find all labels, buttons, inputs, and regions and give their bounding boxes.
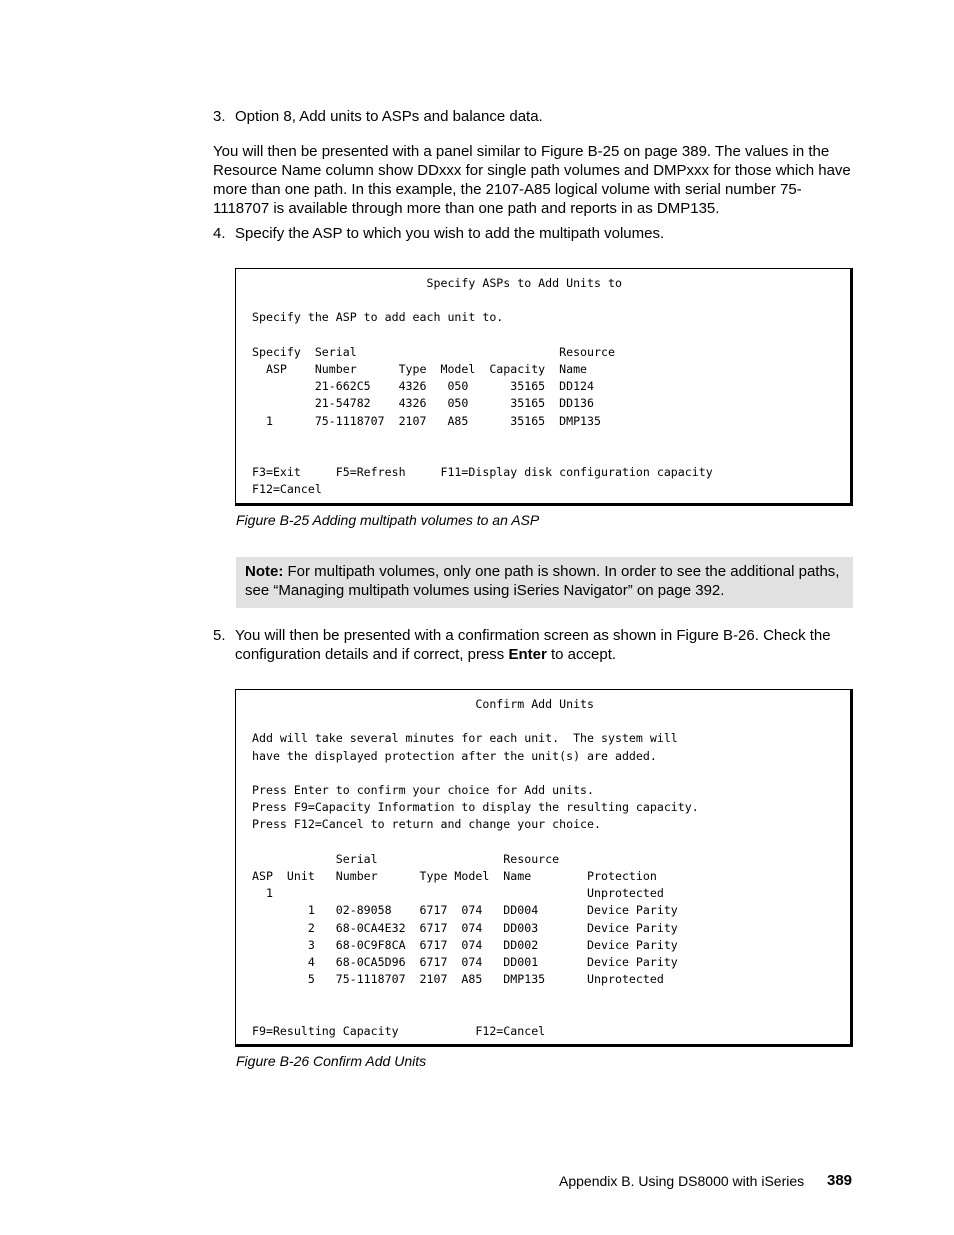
step-number: 4. — [213, 225, 226, 242]
figure-caption-b25: Figure B-25 Adding multipath volumes to an ASP — [236, 512, 540, 528]
screen-confirm-add-units — [235, 689, 853, 1047]
step-text — [235, 626, 853, 664]
screen-text: Confirm Add Units Add will take several minutes for each unit. The system will have the displayed protection after the unit(s) are added. Press Enter to confirm your choice for Add units. Press F9=Capacity Information to display the resulting capacity. Press F12=Cancel to return and change your choice. Serial Resource ASP Unit Number Type Model Name Protection 1 Unprotected 1 02-89058 6717 074 DD004 Device Parity 2 68-0CA4E32 6717 074 DD003 Device Parity 3 68-0C9F8CA 6717 074 DD002 Device Parity 4 68-0CA5D96 6717 074 DD001 Device Parity 5 75-1118707 2107 A85 DMP135 Unprotected F9=Resulting Capacity F12=Cancel — [252, 697, 699, 1038]
note-text — [245, 562, 845, 600]
step-text: Option 8, Add units to ASPs and balance data. — [235, 108, 543, 125]
note-body: For multipath volumes, only one path is shown. In order to see the additional paths, see “Managing multipath volumes using iSeries Navigator” on page 392. — [245, 563, 840, 599]
step-number: 3. — [213, 108, 226, 125]
step-number: 5. — [213, 627, 226, 644]
screen-specify-asps — [235, 268, 853, 506]
intro-paragraph: You will then be presented with a panel similar to Figure B-25 on page 389. The values in the Resource Name column show DDxxx for single path volumes and DMPxxx for those which have more than one path. In this example, the 2107-A85 logical volume with serial number 75-1118707 is available through more than one path and reports in as DMP135. — [213, 143, 851, 217]
footer-title: Appendix B. Using DS8000 with iSeries — [559, 1173, 805, 1189]
step-text: Specify the ASP to which you wish to add the multipath volumes. — [235, 225, 665, 242]
page-number: 389 — [827, 1172, 853, 1189]
screen-text: Specify ASPs to Add Units to Specify the ASP to add each unit to. Specify Serial Resource ASP Number Type Model Capacity Name 21-662C5 4326 050 35165 DD124 21-54782 4326 050 35165 DD136 1 75-1118707 2107 A85 35165 DMP135 F3=Exit F5=Refresh F11=Display disk configuration capacity F12=Cancel — [252, 276, 713, 497]
note-box — [236, 557, 853, 608]
step-text-before: You will then be presented with a confirmation screen as shown in Figure B-26. Check the configuration details and if correct, press — [235, 627, 831, 663]
enter-key-label: Enter — [508, 646, 547, 663]
figure-caption-b26: Figure B-26 Confirm Add Units — [236, 1053, 427, 1069]
step-text-after: to accept. — [546, 646, 617, 663]
note-label: Note: — [245, 563, 284, 580]
